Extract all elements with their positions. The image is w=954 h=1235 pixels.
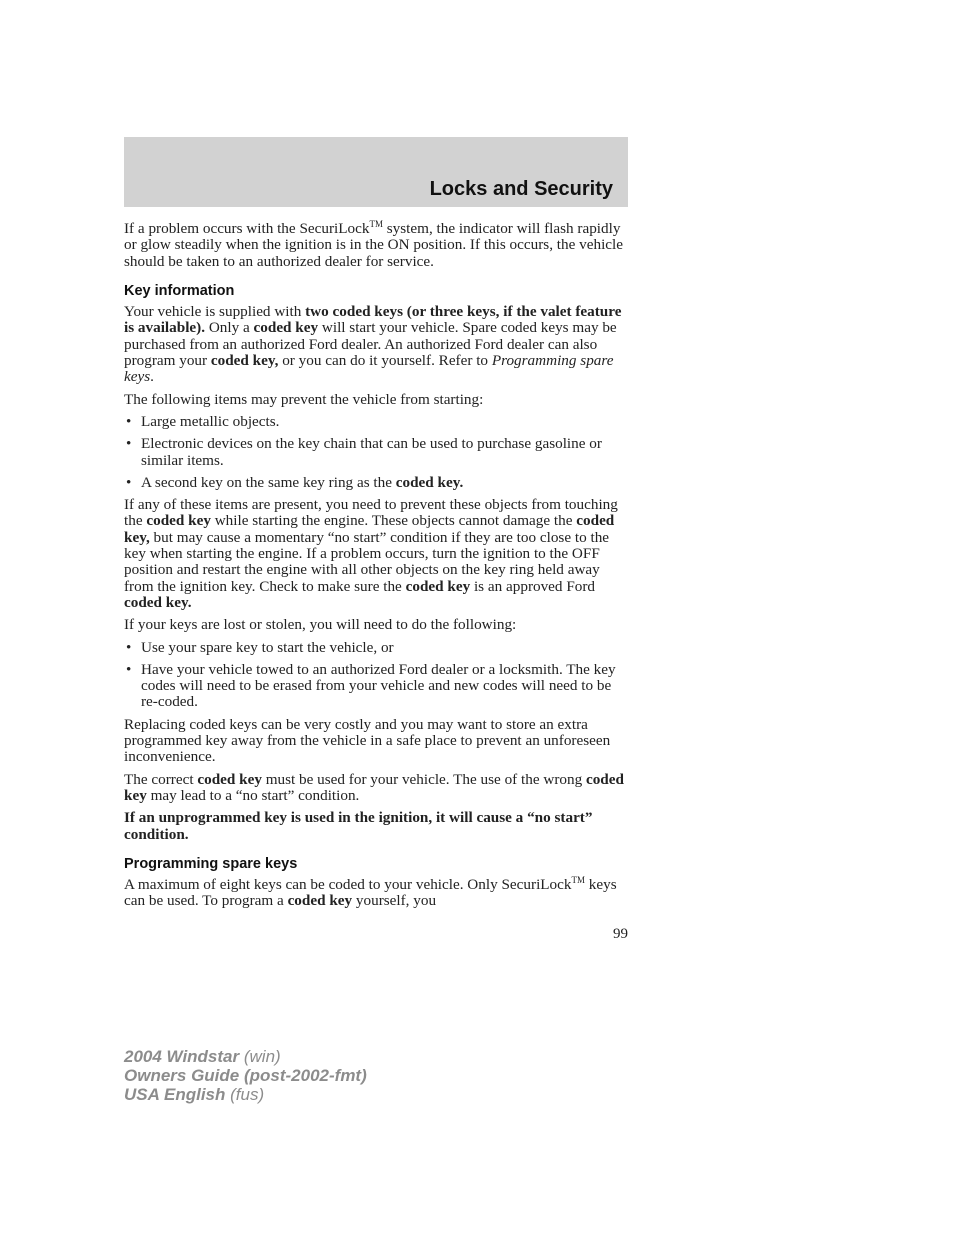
intro-paragraph: If a problem occurs with the SecuriLock™ system, the indicator will flash rapidly or glow steadily when the ignition is in the ON position. If this occurs, the vehicle should be taken to an authorized dealer for service. [124,218,623,270]
cross-reference: Programming spare keys [124,352,614,386]
trademark-mark: TM [571,875,585,886]
list-item: • Have your vehicle towed to an authorized Ford dealer or a locksmith. The key codes will need to be erased from your vehicle and new codes will need to be re-coded. [124,662,628,711]
key-info-paragraph-3: If any of these items are present, you need to prevent these objects from touching the coded key while starting the engine. These objects cannot damage the coded key, but may cause a momentary “no start” condition if they are too close to the key when starting the engine. If a problem occurs, turn the ignition to the OFF position and restart the engine with all other objects on the key ring held away from the ignition key. Check to make sure the coded key is an approved Ford coded key. [124,496,618,611]
footer-line-2: Owners Guide (post-2002-fmt) [124,1066,367,1085]
trademark-mark: TM [369,218,383,229]
list-item: • A second key on the same key ring as the coded key. [124,475,628,491]
lost-keys-list [124,640,628,711]
document-footer [124,1047,367,1104]
programming-spare-keys-heading: Programming spare keys [124,855,298,872]
key-information-heading: Key information [124,282,235,299]
page-body [124,218,628,916]
footer-line-3: USA English (fus) [124,1085,265,1104]
warning-paragraph: If an unprogrammed key is used in the ignition, it will cause a “no start” condition. [124,809,593,843]
key-info-paragraph-5: Replacing coded keys can be very costly and you may want to store an extra programmed key away from the vehicle in a safe place to prevent an unforeseen inconvenience. [124,715,611,766]
interference-list [124,414,628,491]
section-title: Locks and Security [429,178,613,200]
key-info-paragraph-4: If your keys are lost or stolen, you will need to do the following: [124,616,517,634]
list-item: • Electronic devices on the key chain that can be used to purchase gasoline or similar items. [124,436,628,469]
key-info-paragraph-6: The correct coded key must be used for your vehicle. The use of the wrong coded key may lead to a “no start” condition. [124,770,624,804]
list-item: • Use your spare key to start the vehicle, or [124,640,628,656]
footer-line-1: 2004 Windstar (win) [124,1047,281,1066]
page-number: 99 [613,926,628,942]
key-info-paragraph-2: The following items may prevent the vehicle from starting: [124,390,484,408]
programming-paragraph-1: A maximum of eight keys can be coded to your vehicle. Only SecuriLock™ keys can be used. To program a coded key yourself, you [124,875,617,910]
list-item: • Large metallic objects. [124,414,628,430]
section-header-band [124,137,628,207]
key-info-paragraph-1: Your vehicle is supplied with two coded keys (or three keys, if the valet feature is available). Only a coded key will start your vehicle. Spare coded keys may be purchased from an authorized Ford dealer. An authorized Ford dealer can also program your coded key, or you can do it yourself. Refer to Programming spare keys. [124,303,622,386]
